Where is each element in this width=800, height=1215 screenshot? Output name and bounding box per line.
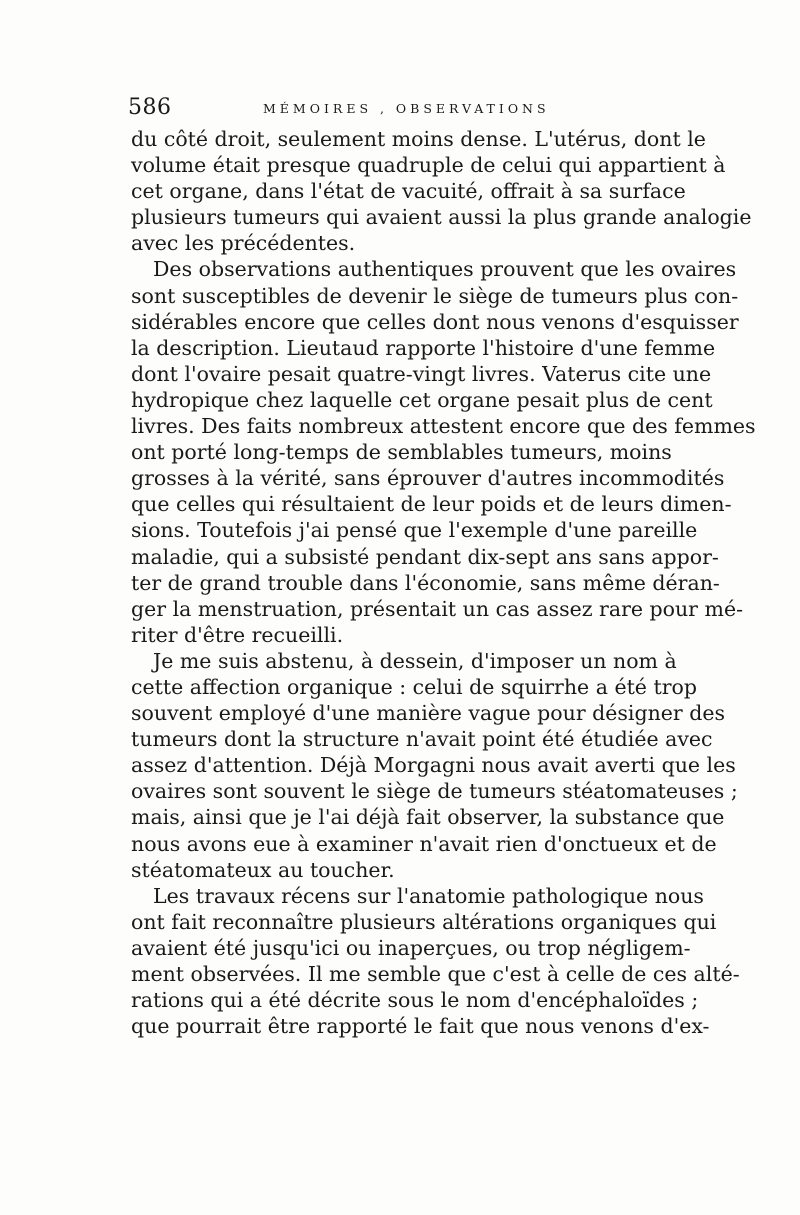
running-head: MÉMOIRES , OBSERVATIONS [263, 101, 550, 116]
text-line: que pourrait être rapporté le fait que nous venons d'ex- [131, 1014, 710, 1039]
text-line: sions. Toutefois j'ai pensé que l'exemple d'une pareille [131, 518, 698, 543]
text-line: sont susceptibles de devenir le siège de tumeurs plus con- [131, 283, 739, 308]
text-line: avaient été jusqu'ici ou inaperçues, ou trop négligem- [131, 935, 691, 960]
text-line: avec les précédentes. [131, 231, 356, 256]
body-text [131, 126, 756, 1039]
text-line: ger la menstruation, présentait un cas assez rare pour mé- [131, 596, 743, 621]
text-line: du côté droit, seulement moins dense. L'utérus, dont le [131, 127, 706, 151]
text-line: riter d'être recueilli. [131, 622, 344, 647]
text-line: Je me suis abstenu, à dessein, d'imposer un nom à [153, 648, 677, 673]
text-line: ont fait reconnaître plusieurs altérations organiques qui [131, 909, 717, 934]
text-line: que celles qui résultaient de leur poids et de leurs dimen- [131, 492, 732, 517]
text-line: ovaires sont souvent le siège de tumeurs stéatomateuses ; [131, 779, 738, 804]
text-line: volume était presque quadruple de celui qui appartient à [131, 153, 726, 178]
text-line: assez d'attention. Déjà Morgagni nous avait averti que les [131, 753, 736, 778]
text-line: mais, ainsi que je l'ai déjà fait observer, la substance que [131, 805, 725, 830]
text-line: ment observées. Il me semble que c'est à celle de ces alté- [131, 962, 740, 986]
text-line: la description. Lieutaud rapporte l'histoire d'une femme [131, 335, 716, 360]
text-line: souvent employé d'une manière vague pour désigner des [131, 701, 726, 726]
text-line: tumeurs dont la structure n'avait point été étudiée avec [131, 727, 713, 752]
text-line: ter de grand trouble dans l'économie, sans même déran- [131, 570, 720, 595]
text-line: cet organe, dans l'état de vacuité, offrait à sa surface [131, 179, 686, 204]
text-line: plusieurs tumeurs qui avaient aussi la plus grande analogie [131, 205, 752, 230]
text-line: Des observations authentiques prouvent que les ovaires [153, 257, 737, 282]
text-line: Les travaux récens sur l'anatomie pathologique nous [153, 883, 704, 908]
text-line: sidérables encore que celles dont nous venons d'esquisser [131, 309, 739, 334]
text-line: grosses à la vérité, sans éprouver d'autres incommodités [131, 466, 725, 491]
text-line: rations qui a été décrite sous le nom d'encéphaloïdes ; [131, 988, 699, 1013]
text-line: dont l'ovaire pesait quatre-vingt livres. Vaterus cite une [131, 361, 712, 386]
page-number: 586 [128, 95, 172, 120]
text-line: cette affection organique : celui de squirrhe a été trop [131, 674, 697, 699]
text-line: stéatomateux au toucher. [131, 857, 395, 882]
text-line: livres. Des faits nombreux attestent encore que des femmes [131, 414, 756, 439]
text-line: ont porté long-temps de semblables tumeurs, moins [131, 440, 672, 465]
text-line: nous avons eue à examiner n'avait rien d'onctueux et de [131, 831, 717, 856]
text-line: maladie, qui a subsisté pendant dix-sept ans sans appor- [131, 544, 719, 569]
text-line: hydropique chez laquelle cet organe pesait plus de cent [131, 387, 713, 412]
page-header [128, 96, 673, 120]
